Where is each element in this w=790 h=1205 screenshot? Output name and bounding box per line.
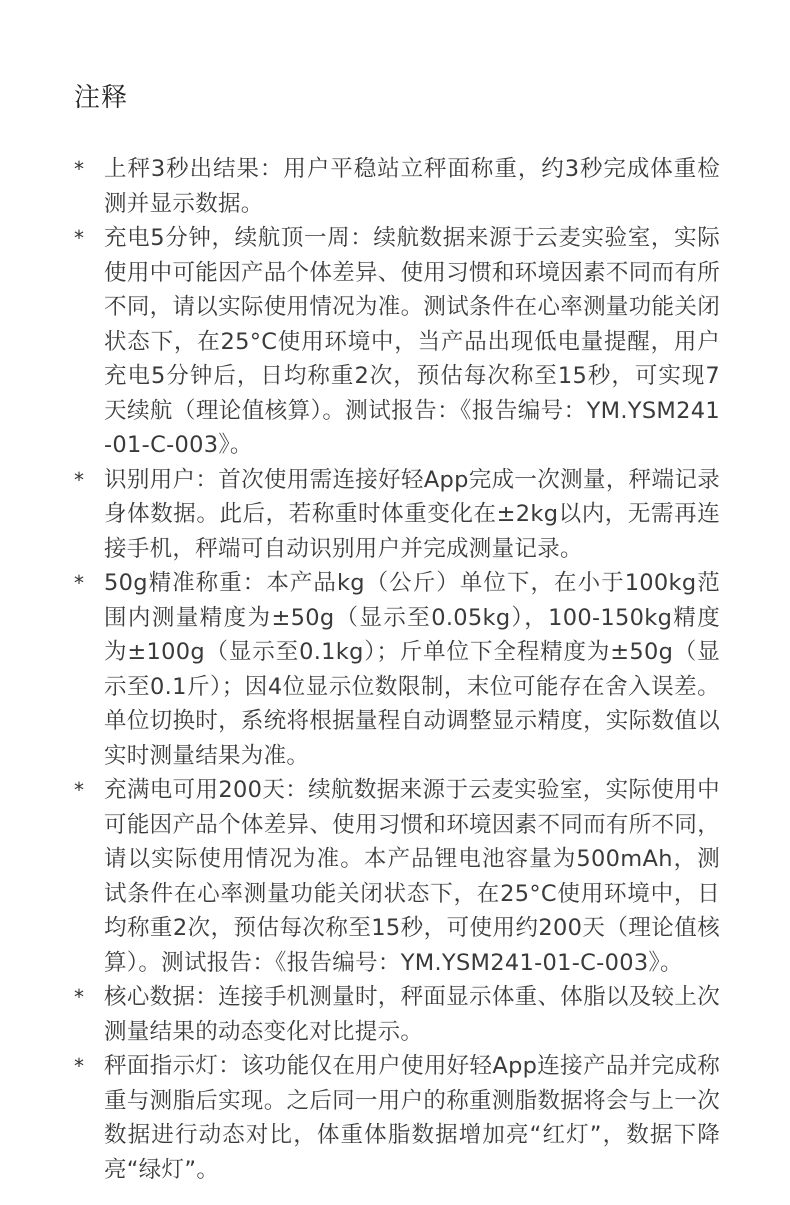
note-item: [74, 980, 720, 1049]
note-item: [74, 773, 720, 980]
asterisk-icon: *: [74, 1054, 85, 1078]
page-title: 注释: [74, 83, 129, 113]
note-item: [74, 566, 720, 773]
asterisk-icon: *: [74, 571, 85, 595]
asterisk-icon: *: [74, 985, 85, 1009]
note-item: [74, 152, 720, 221]
asterisk-icon: *: [74, 226, 85, 250]
asterisk-icon: *: [74, 157, 85, 181]
notes-list: [74, 152, 720, 1187]
note-text: 充满电可用200天：续航数据来源于云麦实验室，实际使用中可能因产品个体差异、使用习惯和环境因素不同而有所不同，请以实际使用情况为准。本产品锂电池容量为500mAh，测试条件在心率测量功能关闭状态下，在25°C使用环境中，日均称重2次，预估每次称至15秒，可使用约200天（理论值核算）。测试报告：《报告编号：YM.YSM241-01-C-003》。: [104, 777, 720, 976]
note-item: [74, 221, 720, 463]
note-text: 核心数据：连接手机测量时，秤面显示体重、体脂以及较上次测量结果的动态变化对比提示。: [104, 984, 720, 1045]
asterisk-icon: *: [74, 467, 85, 492]
note-text: 上秤3秒出结果：用户平稳站立秤面称重，约3秒完成体重检测并显示数据。: [104, 156, 720, 217]
note-text: 充电5分钟，续航顶一周：续航数据来源于云麦实验室，实际使用中可能因产品个体差异、使用习惯和环境因素不同而有所不同，请以实际使用情况为准。测试条件在心率测量功能关闭状态下，在25°C使用环境中，当产品出现低电量提醒，用户充电5分钟后，日均称重2次，预估每次称至15秒，可实现7天续航（理论值核算）。测试报告：《报告编号：YM.YSM241-01-C-003》。: [104, 225, 720, 458]
note-item: [74, 1049, 720, 1187]
note-text: 秤面指示灯：该功能仅在用户使用好轻App连接产品并完成称重与测脂后实现。之后同一用户的称重测脂数据将会与上一次数据进行动态对比，体重体脂数据增加亮“红灯”，数据下降亮“绿灯”。: [104, 1053, 720, 1183]
note-text: 识别用户：首次使用需连接好轻App完成一次测量，秤端记录身体数据。此后，若称重时体重变化在±2kg以内，无需再连接手机，秤端可自动识别用户并完成测量记录。: [104, 466, 720, 562]
note-item: [74, 463, 720, 567]
note-text: 50g精准称重：本产品kg（公斤）单位下，在小于100kg范围内测量精度为±50g（显示至0.05kg），100-150kg精度为±100g（显示至0.1kg）；斤单位下全程精度为±50g（显示至0.1斤）；因4位显示位数限制，末位可能存在舍入误差。单位切换时，系统将根据量程自动调整显示精度，实际数值以实时测量结果为准。: [104, 570, 720, 769]
asterisk-icon: *: [74, 778, 85, 802]
